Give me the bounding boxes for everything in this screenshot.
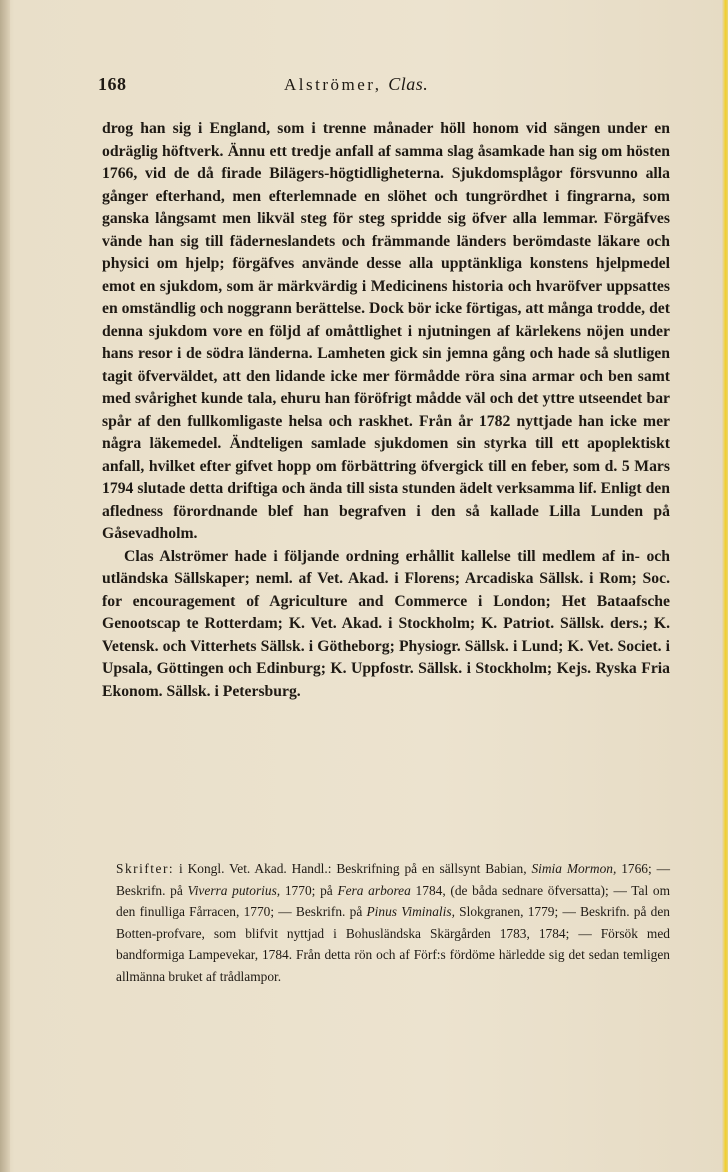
footnote-part-4: 1784, (de båda sednare öfversatta); — Tal om den finulliga Fårracen, 1770; — Beskrifn. på [116,882,671,919]
footnote-fera: Fera arborea [337,882,411,898]
footnote-label: Skrifter: [116,861,175,876]
running-header [98,72,668,102]
page-right-edge [722,0,728,1172]
running-title-name: Alströmer, [284,75,382,94]
running-title-first-name: Clas. [388,74,429,94]
page-gutter [0,0,10,1172]
footnote-part-3: 1770; på [284,882,333,898]
paragraph-1: drog han sig i England, som i trenne månader höll honom vid sängen under en odräglig höftverk. Ännu ett tredje anfall af samma slag åsamkade han sig om hösten 1766, vid de då firade Bilägers-högtidligheterna. Sjukdomsplågor försvunno alla gånger efterhand, men efterlemnade en slöhet och tungrördhet i fingrarna, som ganska långsamt men likväl steg för steg spridde sig öfver alla lemmar. Förgäfves vände han sig till fäderneslandets och främmande länders berömdaste läkare och physici om hjelp; förgäfves använde desse alla upptänkliga konstens hjelpmedel emot en sjukdom, som är märkvärdig i Medicinens historia och hvaröfver uppsattes en omständlig och noggrann berättelse. Dock bör icke förtigas, att många trodde, det denna sjukdom vore en följd af omåttlighet i njutningen af kärlekens nöjen under hans resor i de södra länderna. Lamheten gick sin jemna gång och hade så slutligen tagit öfverväldet, att den lidande icke mer förmådde röra sina armar och ben samt med svårighet kunde tala, ehuru han föröfrigt mådde väl och det yttre utseendet bar spår af den fullkomligaste helsa och raskhet. Från år 1782 nyttjade han icke mer några läkemedel. Ändteligen samlade sjukdomen sin styrka till ett apoplektiskt anfall, hvilket efter gifvet hopp om förbättring öfvergick till en feber, som d. 5 Mars 1794 slutade detta driftiga och ända till sista stunden ädelt verksamma lif. Enligt den afledness förordnande blef han begrafven i den så kallade Lilla Lunden på Gåsevadholm. [102,120,670,542]
footnote-simia: Simia Mormon, [531,861,617,876]
footnote-viverra: Viverra putorius, [187,882,281,898]
main-text [102,118,670,703]
running-title [284,74,428,95]
footnote-pinus: Pinus Viminalis, [366,904,455,919]
page-number: 168 [98,74,127,94]
paragraph-2: Clas Alströmer hade i följande ordning erhållit kallelse till medlem af in- och utländska Sällskaper; neml. af Vet. Akad. i Florens; Arcadiska Sällsk. i Rom; Soc. for encouragement of Agriculture and Commerce i London; Het Bataafsche Genootscap te Rotterdam; K. Vet. Akad. i Stockholm; K. Patriot. Sällsk. ders.; K. Vetensk. och Vitterhets Sällsk. i Götheborg; Physiogr. Sällsk. i Lund; K. Vet. Societ. i Upsala, Göttingen och Edinburg; K. Uppfostr. Sällsk. i Stockholm; Kejs. Ryska Fria Ekonom. Sällsk. i Petersburg. [102,547,670,700]
footnote-part-2: 1766; — Beskrifn. på [116,861,670,898]
footnote-part-1: i Kongl. Vet. Akad. Handl.: Beskrifning på en sällsynt Babian, [179,861,527,876]
footnote-writings [116,858,670,987]
footnote-part-5: Slokgranen, 1779; — Beskrifn. på den Botten-profvare, som blifvit nyttjad i Bohusländska Skärgården 1783, 1784; — Försök med bandformiga Lampevekar, 1784. Från detta rön och af Förf:s fördöme härledde sig det sedan temligen allmänna bruket af trådlampor. [116,904,670,984]
